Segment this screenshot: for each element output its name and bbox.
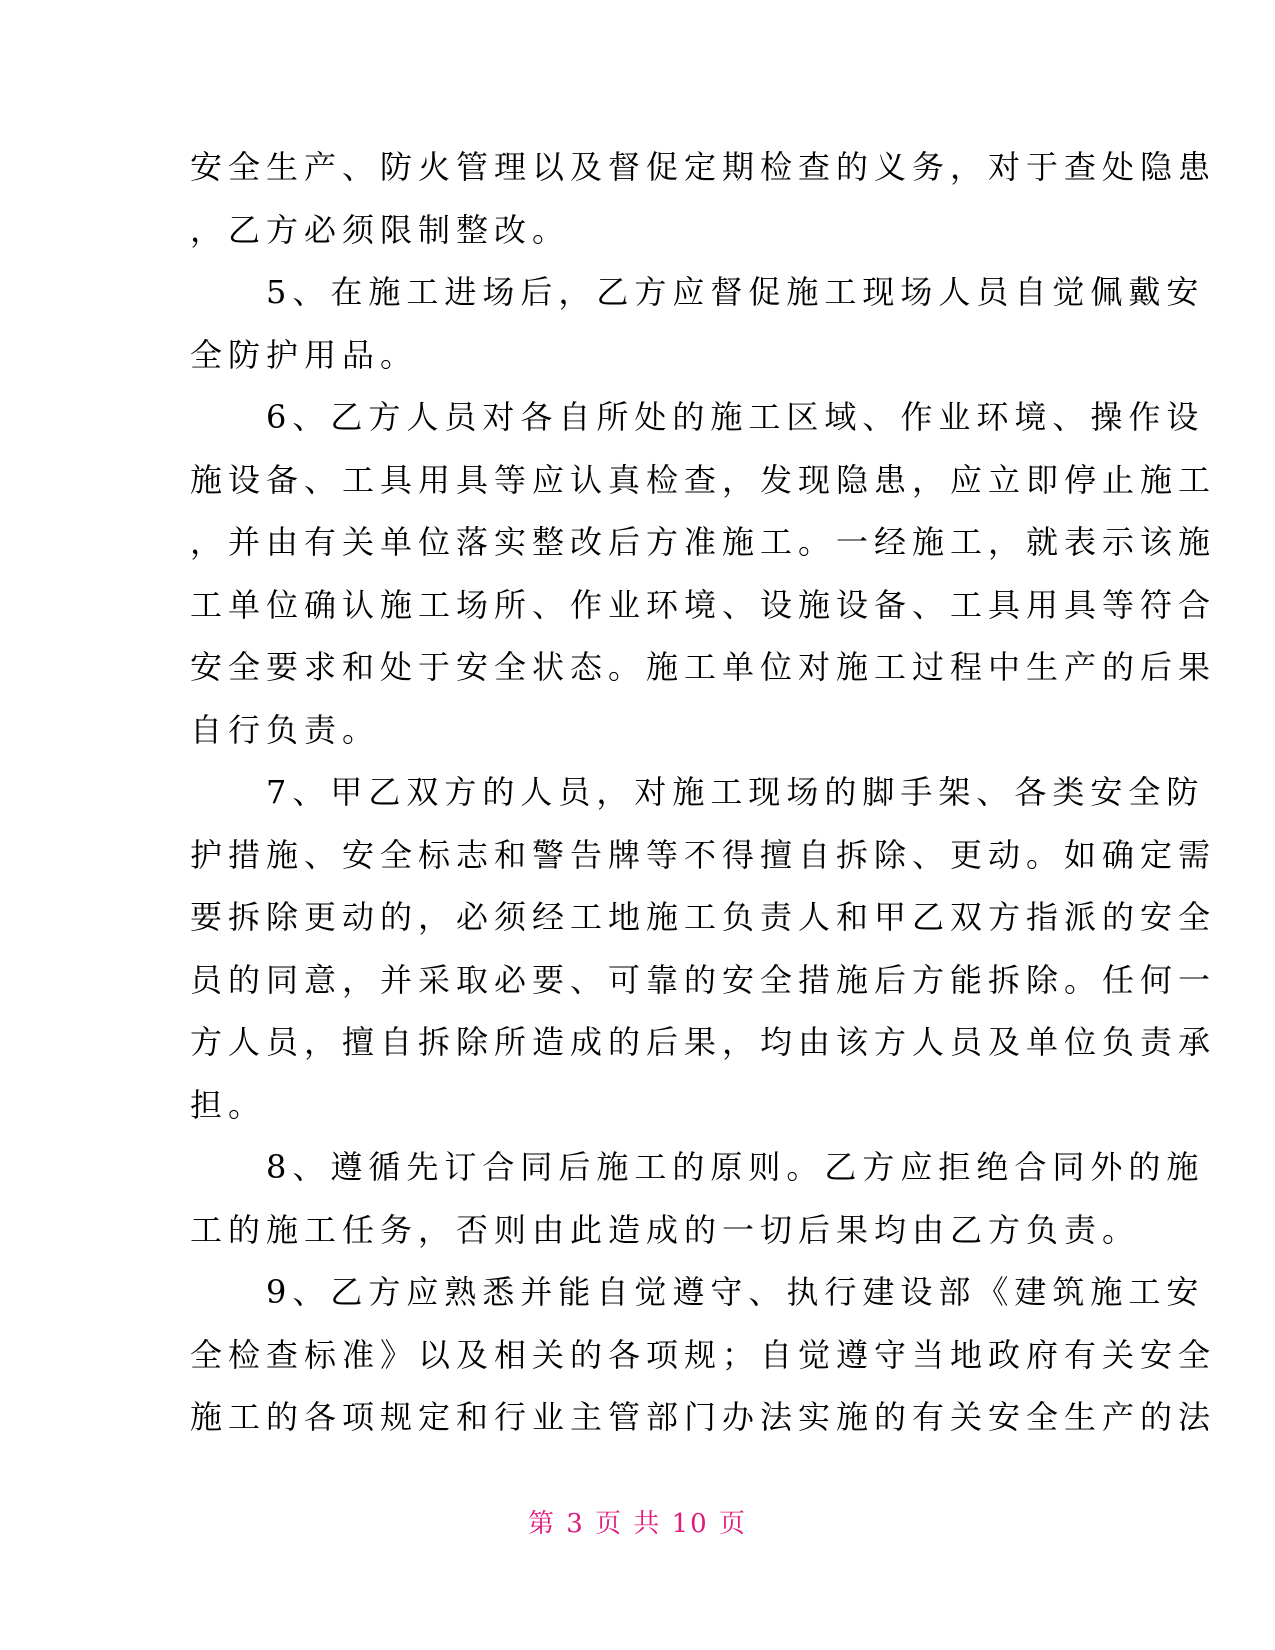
text-line: 安全要求和处于安全状态。施工单位对施工过程中生产的后果 [190, 648, 1217, 686]
text-line: 方人员，擅自拆除所造成的后果，均由该方人员及单位负责承 [190, 1023, 1217, 1061]
text-line: 担。 [190, 1085, 267, 1124]
text-line: 6、乙方人员对各自所处的施工区域、作业环境、操作设 [190, 398, 1205, 436]
text-line: 施工的各项规定和行业主管部门办法实施的有关安全生产的法 [190, 1398, 1217, 1436]
text-line: 全防护用品。 [190, 335, 419, 374]
text-line: 护措施、安全标志和警告牌等不得擅自拆除、更动。如确定需 [190, 835, 1217, 874]
text-line: ，乙方必须限制整改。 [190, 210, 571, 249]
text-line: 工的施工任务，否则由此造成的一切后果均由乙方负责。 [190, 1210, 1141, 1249]
text-line: 要拆除更动的，必须经工地施工负责人和甲乙双方指派的安全 [190, 898, 1217, 936]
text-line: 安全生产、防火管理以及督促定期检查的义务，对于查处隐患 [190, 148, 1217, 186]
document-body [190, 136, 1217, 1449]
text-line: 自行负责。 [190, 710, 381, 749]
text-line: 员的同意，并采取必要、可靠的安全措施后方能拆除。任何一 [190, 960, 1217, 999]
text-line: 7、甲乙双方的人员，对施工现场的脚手架、各类安全防 [190, 773, 1205, 811]
text-line: 施设备、工具用具等应认真检查，发现隐患，应立即停止施工 [190, 460, 1217, 499]
text-line: 5、在施工进场后，乙方应督促施工现场人员自觉佩戴安 [190, 273, 1205, 311]
page-number-footer: 第 3 页 共 10 页 [528, 1509, 747, 1539]
text-line: 9、乙方应熟悉并能自觉遵守、执行建设部《建筑施工安 [190, 1273, 1205, 1311]
text-line: 工单位确认施工场所、作业环境、设施设备、工具用具等符合 [190, 585, 1217, 624]
text-line: ，并由有关单位落实整改后方准施工。一经施工，就表示该施 [190, 523, 1217, 561]
text-line: 8、遵循先订合同后施工的原则。乙方应拒绝合同外的施 [190, 1148, 1205, 1186]
text-line: 全检查标准》以及相关的各项规；自觉遵守当地政府有关安全 [190, 1335, 1217, 1374]
